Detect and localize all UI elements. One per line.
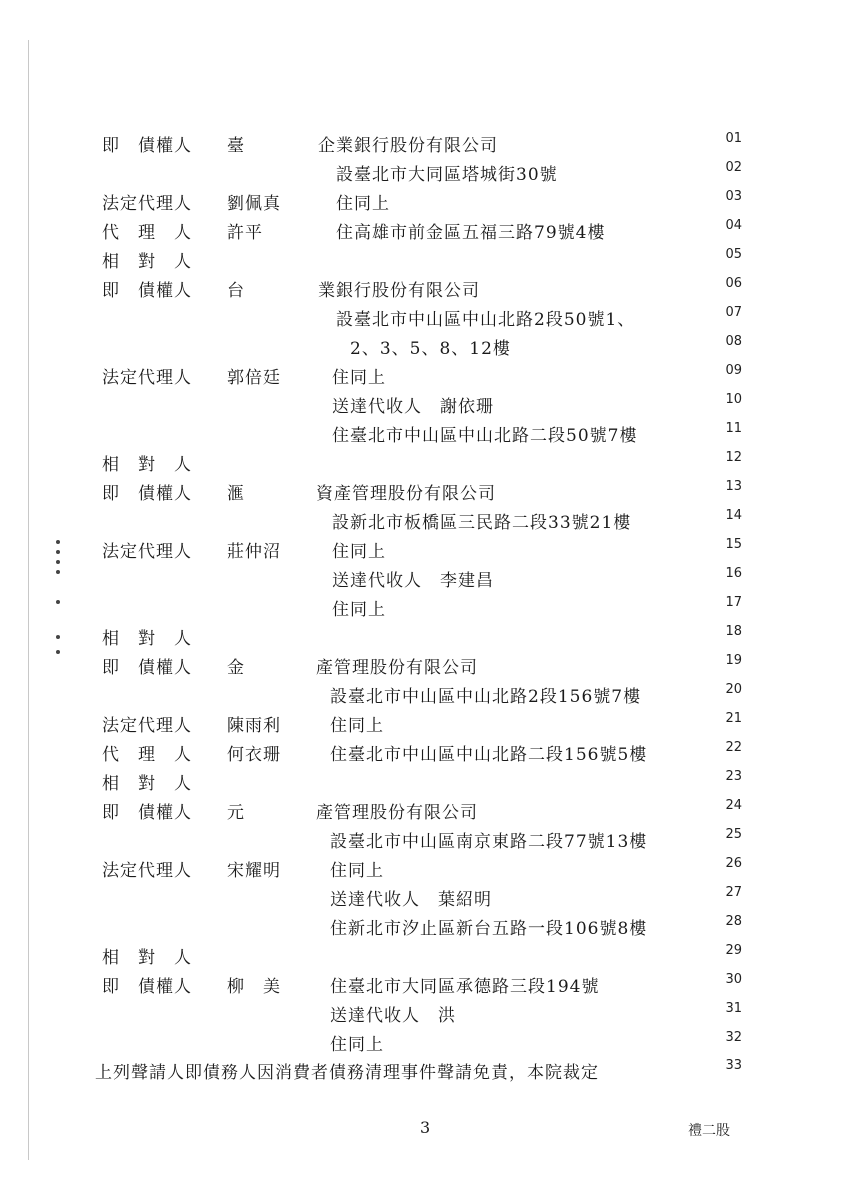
party-role: 法定代理人 xyxy=(102,716,192,736)
court-division: 禮二股 xyxy=(688,1123,730,1139)
document-line xyxy=(0,537,848,566)
line-number: 11 xyxy=(725,421,742,436)
document-line xyxy=(0,392,848,421)
line-number: 08 xyxy=(725,334,742,349)
document-line xyxy=(0,450,848,479)
party-detail: 送達代收人 洪 xyxy=(330,1006,456,1026)
document-line xyxy=(0,972,848,1001)
party-detail: 住臺北市中山區中山北路二段156號5樓 xyxy=(330,745,648,765)
line-number: 14 xyxy=(725,508,742,523)
document-line xyxy=(0,914,848,943)
party-detail: 產管理股份有限公司 xyxy=(316,803,478,823)
party-detail: 2、3、5、8、12樓 xyxy=(350,339,511,359)
line-number: 20 xyxy=(725,682,742,697)
party-role: 相 對 人 xyxy=(102,774,192,794)
document-line xyxy=(0,363,848,392)
party-detail: 送達代收人 李建昌 xyxy=(332,571,494,591)
line-number: 24 xyxy=(725,798,742,813)
party-detail: 住同上 xyxy=(332,542,386,562)
line-number: 18 xyxy=(725,624,742,639)
line-number: 32 xyxy=(725,1030,742,1045)
party-name: 許平 xyxy=(227,223,263,243)
party-role: 法定代理人 xyxy=(102,542,192,562)
party-detail: 設臺北市中山區南京東路二段77號13樓 xyxy=(330,832,648,852)
line-number: 01 xyxy=(725,131,742,146)
party-role: 即 債權人 xyxy=(102,484,192,504)
party-role: 代 理 人 xyxy=(102,223,192,243)
party-role: 即 債權人 xyxy=(102,658,192,678)
party-role: 法定代理人 xyxy=(102,861,192,881)
line-number: 31 xyxy=(725,1001,742,1016)
line-number: 09 xyxy=(725,363,742,378)
closing-text: 上列聲請人即債務人因消費者債務清理事件聲請免責，本院裁定 xyxy=(95,1063,599,1083)
party-name: 何衣珊 xyxy=(227,745,281,765)
document-line xyxy=(0,421,848,450)
party-detail: 住臺北市中山區中山北路二段50號7樓 xyxy=(332,426,638,446)
party-name: 柳 美 xyxy=(227,977,281,997)
party-name: 台 xyxy=(227,281,245,301)
document-line xyxy=(0,711,848,740)
party-role: 即 債權人 xyxy=(102,803,192,823)
party-detail: 設臺北市中山區中山北路2段156號7樓 xyxy=(330,687,642,707)
party-name: 元 xyxy=(227,803,245,823)
document-line xyxy=(0,682,848,711)
party-role: 即 債權人 xyxy=(102,136,192,156)
party-detail: 資產管理股份有限公司 xyxy=(316,484,496,504)
party-detail: 設臺北市大同區塔城街30號 xyxy=(336,165,558,185)
line-number: 19 xyxy=(725,653,742,668)
line-number: 03 xyxy=(725,189,742,204)
party-name: 陳雨利 xyxy=(227,716,281,736)
party-name: 滙 xyxy=(227,484,245,504)
document-line xyxy=(0,566,848,595)
document-line xyxy=(0,943,848,972)
line-number: 21 xyxy=(725,711,742,726)
line-number: 04 xyxy=(725,218,742,233)
document-line xyxy=(0,624,848,653)
party-detail: 業銀行股份有限公司 xyxy=(318,281,480,301)
party-detail: 住同上 xyxy=(332,368,386,388)
line-number: 12 xyxy=(725,450,742,465)
line-number: 22 xyxy=(725,740,742,755)
document-line xyxy=(0,189,848,218)
line-number: 28 xyxy=(725,914,742,929)
line-number: 10 xyxy=(725,392,742,407)
party-detail: 企業銀行股份有限公司 xyxy=(318,136,498,156)
party-name: 宋耀明 xyxy=(227,861,281,881)
line-number: 05 xyxy=(725,247,742,262)
party-detail: 設臺北市中山區中山北路2段50號1、 xyxy=(336,310,636,330)
party-detail: 住同上 xyxy=(330,1035,384,1055)
party-detail: 住同上 xyxy=(332,600,386,620)
document-line xyxy=(0,769,848,798)
line-number: 33 xyxy=(725,1058,742,1073)
party-detail: 住臺北市大同區承德路三段194號 xyxy=(330,977,600,997)
document-line xyxy=(0,305,848,334)
party-detail: 住同上 xyxy=(330,861,384,881)
party-detail: 住同上 xyxy=(330,716,384,736)
line-number: 13 xyxy=(725,479,742,494)
party-detail: 住新北市汐止區新台五路一段106號8樓 xyxy=(330,919,648,939)
line-number: 26 xyxy=(725,856,742,871)
party-role: 相 對 人 xyxy=(102,455,192,475)
line-number: 02 xyxy=(725,160,742,175)
line-number: 07 xyxy=(725,305,742,320)
document-line xyxy=(0,131,848,160)
document-line xyxy=(0,885,848,914)
line-number: 06 xyxy=(725,276,742,291)
party-role: 代 理 人 xyxy=(102,745,192,765)
party-role: 即 債權人 xyxy=(102,977,192,997)
line-number: 23 xyxy=(725,769,742,784)
line-number: 16 xyxy=(725,566,742,581)
line-number: 27 xyxy=(725,885,742,900)
document-line xyxy=(0,1030,848,1059)
page-number: 3 xyxy=(420,1118,431,1137)
party-role: 相 對 人 xyxy=(102,629,192,649)
party-detail: 產管理股份有限公司 xyxy=(316,658,478,678)
document-line xyxy=(0,479,848,508)
party-role: 相 對 人 xyxy=(102,252,192,272)
document-line xyxy=(0,1001,848,1030)
document-line xyxy=(0,218,848,247)
document-line xyxy=(0,653,848,682)
line-number: 25 xyxy=(725,827,742,842)
line-number: 29 xyxy=(725,943,742,958)
party-detail: 送達代收人 謝依珊 xyxy=(332,397,494,417)
party-role: 相 對 人 xyxy=(102,948,192,968)
line-number: 15 xyxy=(725,537,742,552)
document-line xyxy=(0,856,848,885)
document-line xyxy=(0,334,848,363)
line-number: 17 xyxy=(725,595,742,610)
document-line xyxy=(0,247,848,276)
party-name: 莊仲沼 xyxy=(227,542,281,562)
party-name: 郭倍廷 xyxy=(227,368,281,388)
document-line xyxy=(0,160,848,189)
closing-line xyxy=(0,1058,848,1087)
party-role: 法定代理人 xyxy=(102,368,192,388)
party-name: 金 xyxy=(227,658,245,678)
document-line xyxy=(0,827,848,856)
party-detail: 住同上 xyxy=(336,194,390,214)
document-line xyxy=(0,798,848,827)
line-number: 30 xyxy=(725,972,742,987)
document-line xyxy=(0,508,848,537)
party-role: 法定代理人 xyxy=(102,194,192,214)
document-line xyxy=(0,595,848,624)
party-name: 劉佩真 xyxy=(227,194,281,214)
document-line xyxy=(0,740,848,769)
party-detail: 設新北市板橋區三民路二段33號21樓 xyxy=(332,513,632,533)
party-detail: 送達代收人 葉紹明 xyxy=(330,890,492,910)
party-role: 即 債權人 xyxy=(102,281,192,301)
document-line xyxy=(0,276,848,305)
party-name: 臺 xyxy=(227,136,245,156)
party-detail: 住高雄市前金區五福三路79號4樓 xyxy=(336,223,606,243)
